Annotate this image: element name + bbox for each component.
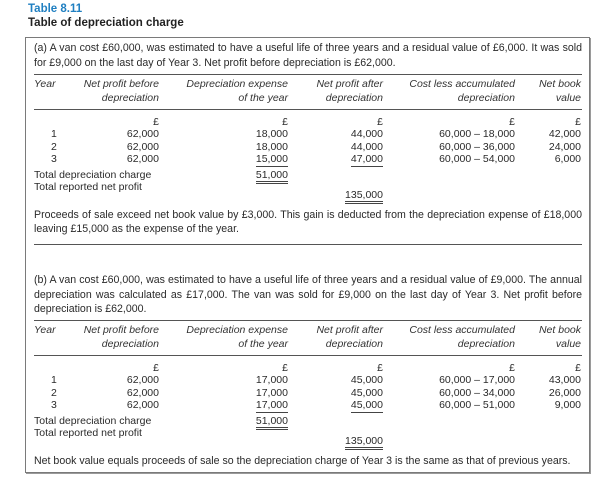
row-year: 3 <box>51 153 57 165</box>
column-header-line-1: Cost less accumulated <box>409 78 515 90</box>
column-header-line-1: Depreciation expense <box>186 324 288 336</box>
net-profit-before: 62,000 <box>126 128 159 140</box>
net-book-value: 24,000 <box>548 140 581 153</box>
row-year: 1 <box>51 374 57 386</box>
net-profit-after: 45,000 <box>350 374 383 386</box>
cost-less-accumulated: 60,000 – 36,000 <box>439 140 515 153</box>
table-title: Table of depreciation charge <box>28 17 184 29</box>
column-header-line-2: depreciation <box>457 91 515 104</box>
net-profit-before: 62,000 <box>126 374 159 386</box>
column-header-dep <box>186 78 288 105</box>
net-profit-after: 44,000 <box>350 128 383 140</box>
column-header-cost <box>409 78 515 105</box>
total-depreciation-label: Total depreciation charge <box>34 414 152 427</box>
column-header-npb <box>84 324 159 351</box>
net-profit-before: 62,000 <box>126 140 159 153</box>
currency-symbol: £ <box>153 116 159 128</box>
column-header-line-1: Net profit before <box>83 324 159 336</box>
net-book-value: 43,000 <box>548 374 581 386</box>
total-depreciation-label: Total depreciation charge <box>34 168 152 181</box>
column-header-npa <box>316 324 383 351</box>
column-header-line-2: value <box>555 337 581 350</box>
depreciation-expense: 15,000 <box>255 153 288 165</box>
cost-less-accumulated: 60,000 – 18,000 <box>439 128 515 140</box>
column-header-line-2: depreciation <box>101 91 159 104</box>
depreciation-expense: 18,000 <box>255 128 288 140</box>
currency-symbol: £ <box>153 362 159 374</box>
net-profit-before: 62,000 <box>126 386 159 399</box>
column-header-nbv <box>539 324 581 351</box>
depreciation-expense: 18,000 <box>255 140 288 153</box>
currency-symbol: £ <box>575 362 581 374</box>
net-profit-after: 47,000 <box>350 153 383 165</box>
column-header-npa <box>316 78 383 105</box>
column-header-line-1: Net profit before <box>83 78 159 90</box>
column-header-nbv <box>539 78 581 105</box>
column-header-line-1: Net book <box>538 324 581 336</box>
total-net-profit-label: Total reported net profit <box>34 180 142 193</box>
total-net-profit-value: 135,000 <box>345 435 383 451</box>
net-profit-after: 44,000 <box>350 140 383 153</box>
total-depreciation-value: 51,000 <box>256 169 288 185</box>
depreciation-expense: 17,000 <box>255 374 288 386</box>
column-header-line-2: depreciation <box>325 91 383 104</box>
currency-symbol: £ <box>377 362 383 374</box>
net-book-value: 9,000 <box>554 399 581 411</box>
section-note: Net book value equals proceeds of sale so the depreciation charge of Year 3 is the same as that of previous years. <box>34 454 571 467</box>
section-divider <box>34 244 582 245</box>
total-net-profit-label: Total reported net profit <box>34 426 142 439</box>
total-net-profit-value: 135,000 <box>345 189 383 205</box>
net-book-value: 6,000 <box>554 153 581 165</box>
currency-symbol: £ <box>575 116 581 128</box>
cost-less-accumulated: 60,000 – 17,000 <box>439 374 515 386</box>
header-rule-bottom <box>34 109 582 110</box>
row-year: 2 <box>51 140 57 153</box>
currency-symbol: £ <box>377 116 383 128</box>
depreciation-expense: 17,000 <box>255 386 288 399</box>
net-profit-after: 45,000 <box>350 386 383 399</box>
net-profit-before: 62,000 <box>126 399 159 411</box>
section-intro: (b) A van cost £60,000, was estimated to have a useful life of three years and a residual value of £9,000. The annual depreciation was calculated as £17,000. The van was sold for £9,000 on the last day of Year 3. Net profit before depreciation is £62,000. <box>34 274 582 316</box>
net-book-value: 26,000 <box>548 386 581 399</box>
column-header-year: Year <box>34 324 56 336</box>
section-intro: (a) A van cost £60,000, was estimated to have a useful life of three years and a residual value of £6,000. It was sold for £9,000 on the last day of Year 3. Net profit before depreciation is £62,000. <box>34 42 582 69</box>
column-header-line-2: depreciation <box>457 337 515 350</box>
column-header-cost <box>409 324 515 351</box>
column-header-line-1: Net profit after <box>316 78 383 90</box>
cost-less-accumulated: 60,000 – 51,000 <box>439 399 515 411</box>
row-year: 3 <box>51 399 57 411</box>
header-rule-bottom <box>34 355 582 356</box>
column-header-line-2: of the year <box>238 91 288 104</box>
cost-less-accumulated: 60,000 – 54,000 <box>439 153 515 165</box>
row-year: 1 <box>51 128 57 140</box>
column-header-year: Year <box>34 78 56 90</box>
currency-symbol: £ <box>282 116 288 128</box>
net-book-value: 42,000 <box>548 128 581 140</box>
column-header-npb <box>84 78 159 105</box>
column-header-line-2: value <box>555 91 581 104</box>
section-note: Proceeds of sale exceed net book value by £3,000. This gain is deducted from the depreciation expense of £18,000 leaving £15,000 as the expense of the year. <box>34 208 582 236</box>
column-header-line-1: Depreciation expense <box>186 78 288 90</box>
column-header-dep <box>186 324 288 351</box>
column-header-line-1: Net book <box>538 78 581 90</box>
column-header-line-2: depreciation <box>325 337 383 350</box>
row-year: 2 <box>51 386 57 399</box>
currency-symbol: £ <box>282 362 288 374</box>
net-profit-after: 45,000 <box>350 399 383 411</box>
column-header-line-1: Cost less accumulated <box>409 324 515 336</box>
depreciation-expense: 17,000 <box>255 399 288 411</box>
header-rule-top <box>34 320 582 321</box>
column-header-line-2: depreciation <box>101 337 159 350</box>
currency-symbol: £ <box>509 362 515 374</box>
table-number: Table 8.11 <box>28 3 83 15</box>
column-header-line-1: Net profit after <box>316 324 383 336</box>
net-profit-before: 62,000 <box>126 153 159 165</box>
header-rule-top <box>34 74 582 75</box>
depreciation-table-box <box>25 37 590 473</box>
column-header-line-2: of the year <box>238 337 288 350</box>
total-depreciation-value: 51,000 <box>256 415 288 431</box>
cost-less-accumulated: 60,000 – 34,000 <box>439 386 515 399</box>
currency-symbol: £ <box>509 116 515 128</box>
